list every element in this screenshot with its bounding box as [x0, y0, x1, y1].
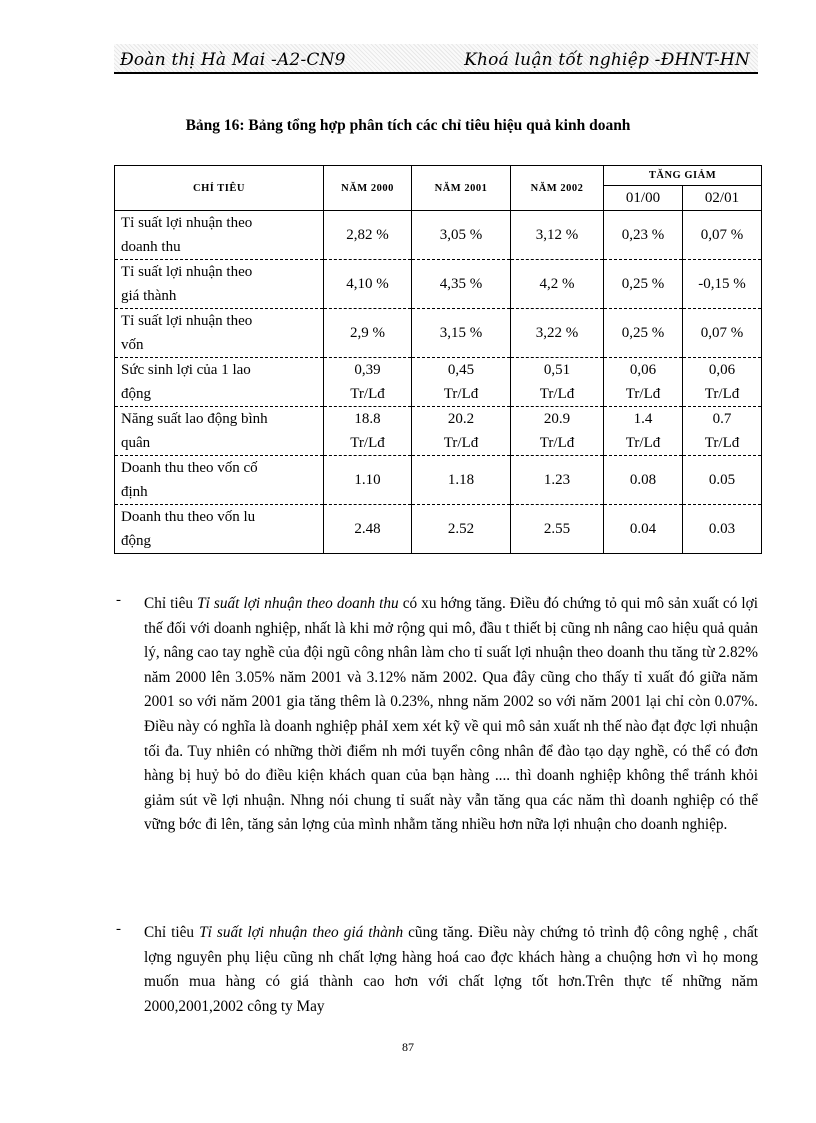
row-indicator: Tỉ suất lợi nhuận theo giá thành — [115, 260, 324, 309]
col-header-2001: NĂM 2001 — [412, 166, 511, 211]
col-header-0201: 02/01 — [683, 186, 762, 211]
cell-2002: 3,22 % — [511, 309, 604, 358]
cell-2001: 1.18 — [412, 456, 511, 505]
page-header — [114, 44, 758, 74]
cell-0100: 0,25 % — [604, 260, 683, 309]
cell-2000: 1.10 — [324, 456, 412, 505]
cell-0100: 1.4 Tr/Lđ — [604, 407, 683, 456]
row-indicator: Sức sinh lợi của 1 lao động — [115, 358, 324, 407]
col-header-indicator: CHỈ TIÊU — [115, 166, 324, 211]
row-indicator: Năng suất lao động bình quân — [115, 407, 324, 456]
cell-0201: 0,07 % — [683, 211, 762, 260]
table-row — [115, 407, 762, 456]
cell-0201: 0,07 % — [683, 309, 762, 358]
table-row — [115, 358, 762, 407]
col-header-2002: NĂM 2002 — [511, 166, 604, 211]
cell-2001: 3,05 % — [412, 211, 511, 260]
cell-0100: 0.08 — [604, 456, 683, 505]
col-header-2000: NĂM 2000 — [324, 166, 412, 211]
cell-0100: 0,23 % — [604, 211, 683, 260]
page-number: 87 — [402, 1040, 414, 1054]
table-row — [115, 505, 762, 554]
cell-0201: 0,06 Tr/Lđ — [683, 358, 762, 407]
cell-0201: 0.7 Tr/Lđ — [683, 407, 762, 456]
cell-2001: 4,35 % — [412, 260, 511, 309]
cell-2000: 0,39 Tr/Lđ — [324, 358, 412, 407]
cell-0201: 0.03 — [683, 505, 762, 554]
cell-0100: 0,25 % — [604, 309, 683, 358]
cell-2000: 2.48 — [324, 505, 412, 554]
cell-2002: 3,12 % — [511, 211, 604, 260]
cell-0100: 0.04 — [604, 505, 683, 554]
cell-2002: 4,2 % — [511, 260, 604, 309]
table-title: Bảng 16: Bảng tổng hợp phân tích các chỉ tiêu hiệu quả kinh doanh — [185, 117, 631, 134]
table-row — [115, 456, 762, 505]
cell-0201: -0,15 % — [683, 260, 762, 309]
col-header-change: TĂNG GIẢM — [604, 166, 762, 186]
cell-2001: 20.2 Tr/Lđ — [412, 407, 511, 456]
table-row — [115, 211, 762, 260]
cell-2000: 18.8 Tr/Lđ — [324, 407, 412, 456]
bullet-2: - — [116, 921, 121, 937]
header-thesis: Khoá luận tốt nghiệp -ĐHNT-HN — [464, 50, 750, 70]
cell-2002: 1.23 — [511, 456, 604, 505]
row-indicator: Tỉ suất lợi nhuận theo doanh thu — [115, 211, 324, 260]
table-row — [115, 309, 762, 358]
row-indicator: Doanh thu theo vốn lu động — [115, 505, 324, 554]
cell-0201: 0.05 — [683, 456, 762, 505]
cell-2001: 3,15 % — [412, 309, 511, 358]
paragraph-profit-on-cost: Chỉ tiêu Tỉ suất lợi nhuận theo giá thành cũng tăng. Điều này chứng tỏ trình độ công nghệ , chất lợng nguyên phụ liệu cũng nh chất lợng hàng hoá cao đợc khách hàng a chuộng hơn vì họ mong muốn mua hàng có giá thành cao hơn với chất lợng tốt hơn.Trên thực tế những năm 2000,2001,2002 công ty May — [144, 924, 758, 1015]
cell-2001: 2.52 — [412, 505, 511, 554]
row-indicator: Tỉ suất lợi nhuận theo vốn — [115, 309, 324, 358]
summary-table — [114, 165, 762, 554]
cell-0100: 0,06 Tr/Lđ — [604, 358, 683, 407]
cell-2002: 2.55 — [511, 505, 604, 554]
table-row — [115, 260, 762, 309]
cell-2000: 2,82 % — [324, 211, 412, 260]
row-indicator: Doanh thu theo vốn cố định — [115, 456, 324, 505]
header-author: Đoàn thị Hà Mai -A2-CN9 — [120, 50, 346, 70]
cell-2000: 4,10 % — [324, 260, 412, 309]
cell-2001: 0,45 Tr/Lđ — [412, 358, 511, 407]
paragraph-profit-on-revenue: Chỉ tiêu Tỉ suất lợi nhuận theo doanh thu có xu hớng tăng. Điều đó chứng tỏ qui mô sản xuất có lợi thế đối với doanh nghiệp, nhất là khi mở rộng qui mô, đầu t thiết bị cũng nh nâng cao hiệu quả quản lý, nâng cao tay nghề của đội ngũ công nhân làm cho tỉ suất lợi nhuận theo doanh thu tăng từ 2.82% năm 2000 lên 3.05% năm 2001 và 3.12% năm 2002. Qua đây cũng cho thấy tỉ xuất đó giữa năm 2001 so với năm 2001 gia tăng thêm là 0.23%, nhng năm 2002 so với năm 2001 lại chỉ còn 0.07%. Điều này có nghĩa là doanh nghiệp phảI xem xét kỹ về qui mô sản xuất nh thế nào đạt đợc lợi nhuận tối đa. Tuy nhiên có những thời điểm nh mới tuyển công nhân để đào tạo dạy nghề, có thể có đơn hàng bị huỷ bỏ do điều kiện khách quan của bạn hàng .... thì doanh nghiệp không thể tránh khỏi giảm sút về lợi nhuận. Nhng nói chung tỉ suất này vẫn tăng qua các năm thì doanh nghiệp có thể vững bớc đi lên, tăng sản lợng của mình nhằm tăng nhiều hơn nữa lợi nhuận cho doanh nghiệp. — [144, 595, 758, 834]
cell-2002: 20.9 Tr/Lđ — [511, 407, 604, 456]
col-header-0100: 01/00 — [604, 186, 683, 211]
cell-2002: 0,51 Tr/Lđ — [511, 358, 604, 407]
cell-2000: 2,9 % — [324, 309, 412, 358]
bullet-1: - — [116, 592, 121, 608]
